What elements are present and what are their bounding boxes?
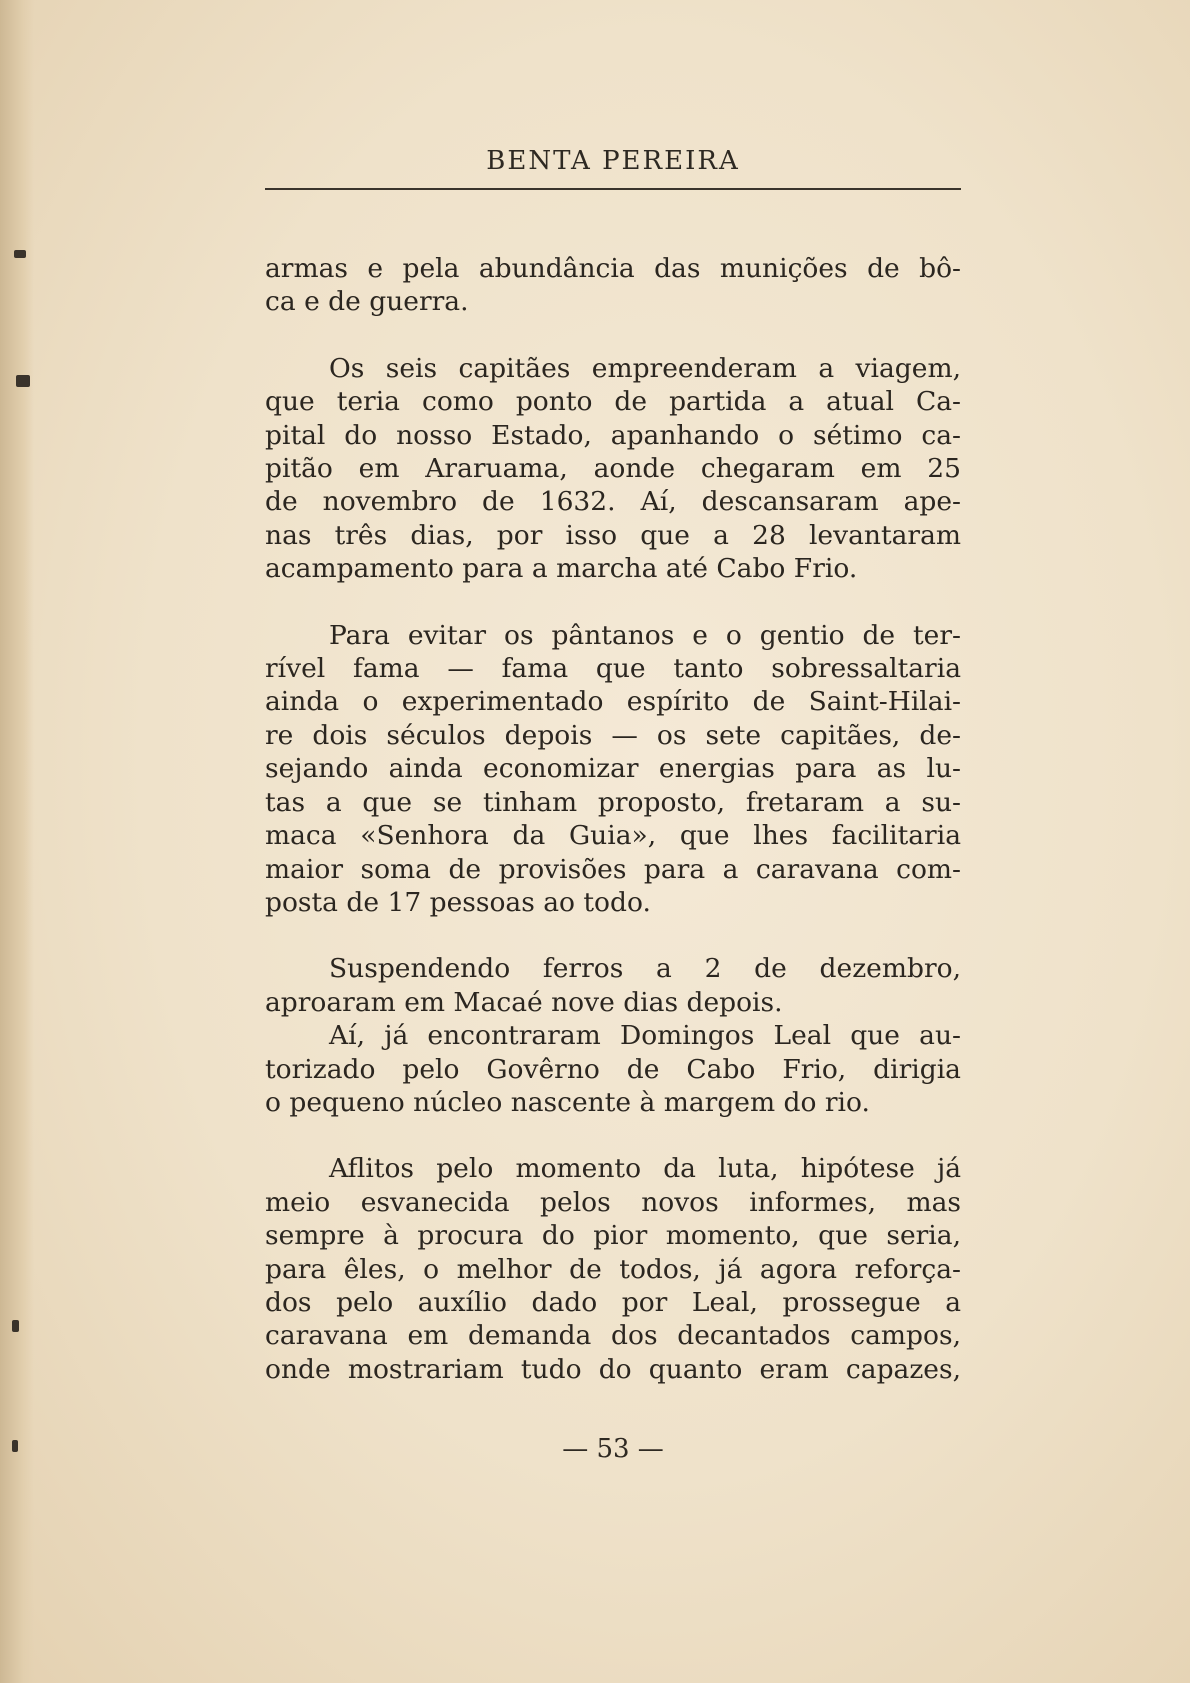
text-line: aproaram em Macaé nove dias depois. [265, 986, 783, 1018]
text-line: pital do nosso Estado, apanhando o sétimo ca- [265, 419, 961, 451]
text-line: ainda o experimentado espírito de Saint-Hilai- [265, 686, 961, 718]
text-line: posta de 17 pessoas ao todo. [265, 886, 651, 918]
text-line: caravana em demanda dos decantados campos, [265, 1320, 961, 1352]
running-head: BENTA PEREIRA [486, 146, 740, 176]
text-line: pitão em Araruama, aonde chegaram em 25 [265, 453, 961, 485]
text-line: para êles, o melhor de todos, já agora reforça- [265, 1253, 961, 1285]
header-rule [265, 188, 961, 190]
text-line: Aí, já encontraram Domingos Leal que au- [329, 1020, 961, 1052]
text-line: acampamento para a marcha até Cabo Frio. [265, 553, 858, 585]
text-line: sejando ainda economizar energias para as lu- [265, 753, 961, 785]
text-line: torizado pelo Govêrno de Cabo Frio, dirigia [265, 1053, 961, 1085]
binding-mark [12, 1320, 19, 1332]
text-line: o pequeno núcleo nascente à margem do rio. [265, 1086, 870, 1118]
paragraph [265, 1019, 961, 1119]
text-line: Aflitos pelo momento da luta, hipótese já [329, 1153, 961, 1185]
text-line: dos pelo auxílio dado por Leal, prossegue a [265, 1286, 961, 1318]
binding-mark [14, 250, 26, 258]
paragraph [265, 252, 961, 319]
body-text [265, 252, 961, 1386]
text-line: sempre à procura do pior momento, que seria, [265, 1220, 961, 1252]
text-line: re dois séculos depois — os sete capitães, de- [265, 719, 961, 751]
text-line: armas e pela abundância das munições de bô- [265, 253, 961, 284]
text-line: maior soma de provisões para a caravana com- [265, 853, 961, 885]
text-line: nas três dias, por isso que a 28 levantaram [265, 519, 961, 551]
paragraph [265, 1152, 961, 1386]
text-line: de novembro de 1632. Aí, descansaram ape- [265, 486, 961, 518]
text-line: Para evitar os pântanos e o gentio de ter- [329, 619, 961, 651]
text-line: Suspendendo ferros a 2 de dezembro, [329, 953, 961, 985]
paragraph [265, 952, 961, 1019]
binding-mark [16, 375, 30, 387]
paragraph [265, 352, 961, 586]
text-line: ca e de guerra. [265, 286, 469, 318]
text-line: meio esvanecida pelos novos informes, mas [265, 1186, 961, 1218]
text-line: Os seis capitães empreenderam a viagem, [329, 352, 961, 384]
text-line: rível fama — fama que tanto sobressaltaria [265, 653, 961, 685]
text-line: maca «Senhora da Guia», que lhes facilitaria [265, 820, 961, 852]
binding-mark [12, 1440, 18, 1452]
text-line: que teria como ponto de partida a atual Ca- [265, 386, 961, 418]
page-number: — 53 — [562, 1434, 664, 1464]
text-line: onde mostrariam tudo do quanto eram capazes, [265, 1353, 961, 1385]
text-line: tas a que se tinham proposto, fretaram a su- [265, 786, 961, 818]
paragraph [265, 619, 961, 920]
